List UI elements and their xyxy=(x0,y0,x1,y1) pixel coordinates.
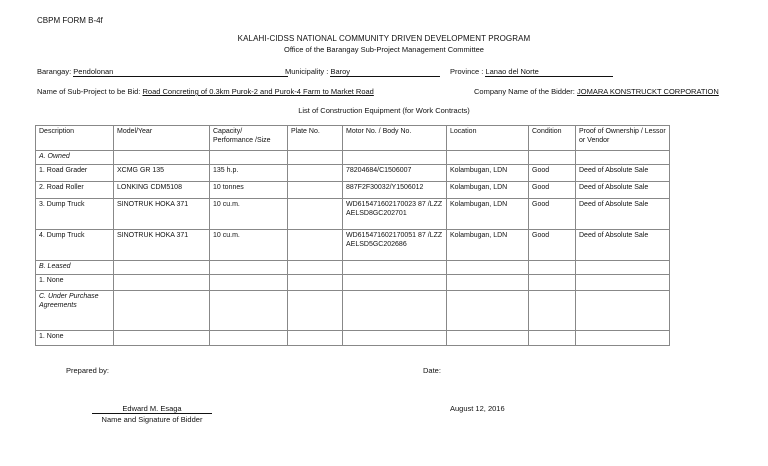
municipality-value: Baroy xyxy=(330,67,351,76)
cell-proof: Deed of Absolute Sale xyxy=(576,230,670,261)
subproject-label: Name of Sub-Project to be Bid: xyxy=(37,87,141,96)
cell-model-year: LONKING CDM5108 xyxy=(114,182,210,199)
cell-capacity: 10 tonnes xyxy=(210,182,288,199)
header-model-year: Model/Year xyxy=(114,126,210,151)
prepared-by-label: Prepared by: xyxy=(66,366,109,375)
table-row xyxy=(36,275,670,291)
table-row xyxy=(36,182,670,199)
table-row xyxy=(36,230,670,261)
program-title: KALAHI-CIDSS NATIONAL COMMUNITY DRIVEN DEVELOPMENT PROGRAM xyxy=(237,34,531,43)
form-id: CBPM FORM B-4f xyxy=(37,16,103,25)
bidder-name: JOMARA KONSTRUCKT CORPORATION xyxy=(576,87,719,96)
table-row xyxy=(36,331,670,346)
cell-location: Kolambugan, LDN xyxy=(447,165,529,182)
cell-motor-body-no: WD615471602170051 87 /LZZAELSD5GC202686 xyxy=(343,230,447,261)
cell-capacity: 10 cu.m. xyxy=(210,230,288,261)
cell-model-year: SINOTRUK HOKA 371 xyxy=(114,230,210,261)
cell-description: 1. None xyxy=(36,331,114,346)
cell-condition: Good xyxy=(529,199,576,230)
bidder-line xyxy=(474,87,719,96)
cell-location: Kolambugan, LDN xyxy=(447,230,529,261)
cell-plate-no xyxy=(288,165,343,182)
province-value: Lanao del Norte xyxy=(485,67,539,76)
section-row-purchase xyxy=(36,291,670,331)
equipment-table xyxy=(35,125,670,346)
header-plate-no: Plate No. xyxy=(288,126,343,151)
bidder-label: Company Name of the Bidder: xyxy=(474,87,575,96)
section-row-leased xyxy=(36,261,670,275)
municipality-label: Municipality : xyxy=(285,67,329,76)
cell-proof: Deed of Absolute Sale xyxy=(576,182,670,199)
section-row-owned xyxy=(36,151,670,165)
cell-description: 1. None xyxy=(36,275,114,291)
subproject-name: Road Concreting of 0.3km Purok-2 and Purok-4 Farm to Market Road xyxy=(142,87,374,96)
barangay-label: Barangay: xyxy=(37,67,72,76)
cell-condition: Good xyxy=(529,182,576,199)
cell-condition: Good xyxy=(529,165,576,182)
header-description: Description xyxy=(36,126,114,151)
signatory-name: Edward M. Esaga xyxy=(92,404,212,414)
cell-description: 3. Dump Truck xyxy=(36,199,114,230)
cell-motor-body-no: 78204684/C1506007 xyxy=(343,165,447,182)
table-row xyxy=(36,199,670,230)
cell-model-year: XCMG GR 135 xyxy=(114,165,210,182)
cell-description: 4. Dump Truck xyxy=(36,230,114,261)
cell-plate-no xyxy=(288,230,343,261)
table-header-row xyxy=(36,126,670,151)
header-proof-of-ownership: Proof of Ownership / Lessor or Vendor xyxy=(576,126,670,151)
cell-plate-no xyxy=(288,199,343,230)
cell-capacity: 135 h.p. xyxy=(210,165,288,182)
cell-capacity: 10 cu.m. xyxy=(210,199,288,230)
date-label: Date: xyxy=(423,366,441,375)
cell-description: 1. Road Grader xyxy=(36,165,114,182)
cell-model-year: SINOTRUK HOKA 371 xyxy=(114,199,210,230)
cell-plate-no xyxy=(288,182,343,199)
section-label: C. Under Purchase Agreements xyxy=(36,291,114,331)
cell-location: Kolambugan, LDN xyxy=(447,199,529,230)
header-location: Location xyxy=(447,126,529,151)
municipality-line xyxy=(285,67,440,77)
office-title: Office of the Barangay Sub-Project Management Committee xyxy=(284,45,484,54)
barangay-value: Pendolonan xyxy=(73,67,114,76)
cell-proof: Deed of Absolute Sale xyxy=(576,199,670,230)
list-title: List of Construction Equipment (for Work Contracts) xyxy=(298,106,470,115)
barangay-line xyxy=(37,67,288,77)
cell-description: 2. Road Roller xyxy=(36,182,114,199)
province-label: Province : xyxy=(450,67,484,76)
header-motor-body-no: Motor No. / Body No. xyxy=(343,126,447,151)
cell-motor-body-no: WD615471602170023 87 /LZZAELSD8GC202701 xyxy=(343,199,447,230)
section-label: B. Leased xyxy=(36,261,114,275)
subproject-line xyxy=(37,87,374,96)
cell-location: Kolambugan, LDN xyxy=(447,182,529,199)
cell-condition: Good xyxy=(529,230,576,261)
cell-motor-body-no: 887F2F30032/Y1506012 xyxy=(343,182,447,199)
province-line xyxy=(450,67,613,77)
table-row xyxy=(36,165,670,182)
signatory-caption: Name and Signature of Bidder xyxy=(101,415,203,424)
signature-date: August 12, 2016 xyxy=(450,404,505,413)
header-capacity: Capacity/ Performance /Size xyxy=(210,126,288,151)
header-condition: Condition xyxy=(529,126,576,151)
section-label: A. Owned xyxy=(36,151,114,165)
cell-proof: Deed of Absolute Sale xyxy=(576,165,670,182)
